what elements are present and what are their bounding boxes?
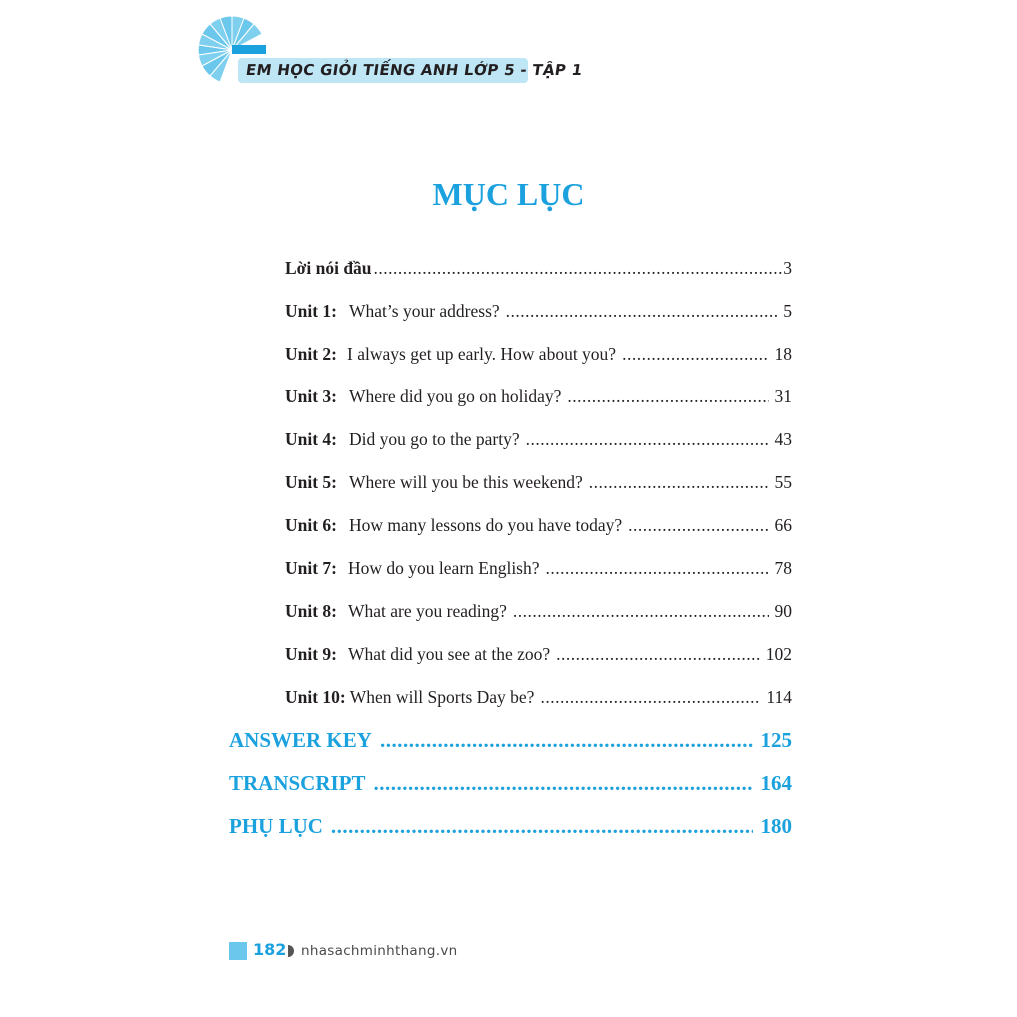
dot-leader [540,687,760,708]
page-footer [229,940,489,964]
toc-unit-label: Unit 3: [285,386,338,406]
toc-page-number: 78 [774,558,792,578]
toc-unit-title: Where did you go on holiday? [349,386,562,406]
toc-page-number: 66 [774,515,792,535]
toc-page-number: 3 [783,258,792,278]
toc-page-number: 55 [774,472,792,492]
footer-website: nhasachminhthang.vn [301,943,458,959]
toc-unit-title: What did you see at the zoo? [348,644,551,664]
dot-leader [506,301,778,322]
toc-unit-row[interactable] [285,301,792,325]
toc-unit-label: Unit 2: [285,344,338,364]
toc-unit-row[interactable] [285,429,792,453]
toc-section-label: PHỤ LỤC [229,814,323,838]
toc-unit-row[interactable] [285,687,792,711]
toc-unit-title: Where will you be this weekend? [349,472,583,492]
toc-unit-row[interactable] [285,601,792,625]
toc-unit-row[interactable] [285,515,792,539]
dot-leader [374,771,753,796]
toc-page-number: 31 [774,386,792,406]
toc-unit-label: Unit 9: [285,644,338,664]
toc-page-number: 102 [765,644,792,664]
toc-section-transcript[interactable] [229,771,792,799]
toc-section-answer-key[interactable] [229,728,792,756]
dot-leader [622,344,768,365]
dot-leader [380,728,753,753]
half-circle-icon [287,944,295,958]
toc-page-number: 90 [774,601,792,621]
toc-section-label: TRANSCRIPT [229,771,366,795]
toc-unit-title: Did you go to the party? [349,429,520,449]
toc-unit-label: Unit 6: [285,515,338,535]
toc-unit-title: What’s your address? [349,301,500,321]
dot-leader [331,814,753,839]
dot-leader [628,515,768,536]
toc-unit-title: When will Sports Day be? [349,687,535,707]
dot-leader [374,258,783,279]
toc-unit-row[interactable] [285,472,792,496]
toc-page-number: 114 [766,687,792,707]
toc-preface-row[interactable] [285,258,792,282]
toc-unit-title: How many lessons do you have today? [349,515,623,535]
toc-unit-row[interactable] [285,344,792,368]
footer-square-icon [229,942,247,960]
toc-unit-title: I always get up early. How about you? [347,344,617,364]
toc-unit-label: Unit 10: [285,687,346,707]
book-title: EM HỌC GIỎI TIẾNG ANH LỚP 5 - TẬP 1 [244,61,584,79]
toc-unit-title: What are you reading? [348,601,507,621]
dot-leader [556,644,760,665]
book-header [196,14,584,86]
page-title: MỤC LỤC [432,176,585,212]
toc-page-number: 5 [783,301,792,321]
toc-unit-label: Unit 7: [285,558,338,578]
toc-page-number: 164 [760,771,792,795]
toc-unit-label: Unit 1: [285,301,338,321]
dot-leader [513,601,769,622]
toc-page-number: 43 [774,429,792,449]
toc-unit-row[interactable] [285,644,792,668]
toc-section-phu-luc[interactable] [229,814,792,842]
toc-page-number: 18 [774,344,792,364]
toc-preface-label: Lời nói đầu [285,258,372,278]
dot-leader [589,472,769,493]
toc-unit-row[interactable] [285,558,792,582]
dot-leader [567,386,768,407]
dot-leader [526,429,769,450]
toc-section-label: ANSWER KEY [229,728,372,752]
toc-page-number: 125 [760,728,792,752]
dot-leader [546,558,769,579]
toc-unit-row[interactable] [285,386,792,410]
toc-unit-label: Unit 4: [285,429,338,449]
footer-page-number: 182 [253,940,287,959]
toc-unit-label: Unit 8: [285,601,338,621]
toc-unit-title: How do you learn English? [348,558,540,578]
toc-page-number: 180 [760,814,792,838]
toc-unit-label: Unit 5: [285,472,338,492]
